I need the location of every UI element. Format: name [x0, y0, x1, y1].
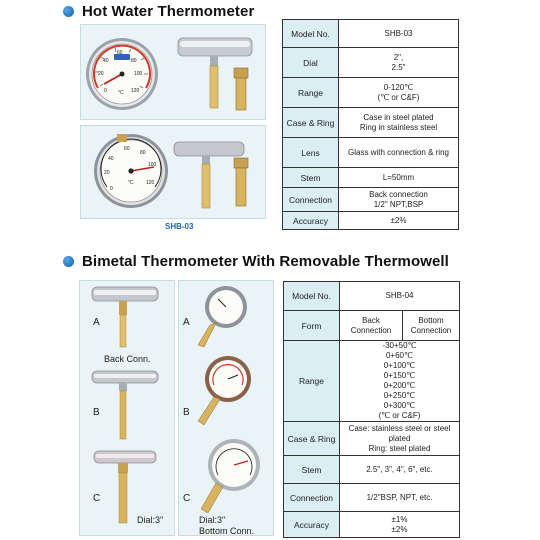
spec-value-lens: Glass with connection & ring — [339, 138, 459, 168]
spec-row-dial — [283, 48, 459, 78]
spec-row-stem — [283, 168, 459, 188]
gauge2-tick-5: 100 — [148, 162, 157, 168]
gauge1-tick-3: 60 — [117, 50, 123, 56]
spec-value-model: SHB-03 — [339, 20, 459, 48]
spec2-value-connection: 1/2"BSP, NPT, etc. — [340, 484, 460, 512]
spec-value-stem: L=50mm — [339, 168, 459, 188]
spec2-row-model — [284, 282, 460, 311]
right-letter-b: B — [183, 407, 190, 418]
spec2-label-stem: Stem — [284, 456, 340, 484]
bottom-conn-gauges-photo — [190, 285, 270, 517]
spec2-label-connection: Connection — [284, 484, 340, 512]
spec-label-model: Model No. — [283, 20, 339, 48]
spec2-row-range — [284, 341, 460, 422]
spec-row-connection — [283, 188, 459, 212]
spec2-row-form — [284, 311, 460, 341]
spec2-value-form-bottom: Bottom Connection — [403, 311, 460, 341]
gauge2-tick-2: 40 — [108, 156, 114, 162]
blue-bullet-icon — [63, 6, 74, 17]
spec2-row-case — [284, 422, 460, 456]
spec2-label-case: Case & Ring — [284, 422, 340, 456]
spec2-row-stem — [284, 456, 460, 484]
gauge2-unit: °C — [128, 180, 134, 186]
spec2-value-model: SHB-04 — [340, 282, 460, 311]
spec-table-shb04 — [283, 281, 460, 538]
spec-table-shb03 — [282, 19, 459, 230]
spec-label-lens: Lens — [283, 138, 339, 168]
section2-title: Bimetal Thermometer With Removable Thermowell — [82, 253, 449, 270]
gauge2-tick-0b: 0 — [110, 186, 113, 192]
spec-label-connection: Connection — [283, 188, 339, 212]
spec2-value-accuracy: ±1% ±2% — [340, 512, 460, 538]
spec2-label-accuracy: Accuracy — [284, 512, 340, 538]
spec-row-range — [283, 78, 459, 108]
gauge2-tick-4: 80 — [140, 150, 146, 156]
spec-label-dial: Dial — [283, 48, 339, 78]
spec2-label-range: Range — [284, 341, 340, 422]
section2-heading — [63, 253, 449, 270]
back-conn-caption: Back Conn. — [104, 354, 151, 364]
left-letter-c: C — [93, 493, 101, 504]
spec-value-range: 0-120℃ (℃ or C&F) — [339, 78, 459, 108]
gauge1-tick-5: 100 — [134, 71, 143, 77]
spec-label-accuracy: Accuracy — [283, 212, 339, 230]
gauge1-unit: °C — [118, 90, 124, 96]
spec-value-dial: 2", 2.5" — [339, 48, 459, 78]
right-letter-a: A — [183, 317, 190, 328]
left-dial-caption: Dial:3" — [137, 515, 164, 525]
gauge-dial-labels — [84, 36, 160, 112]
gauge2-tick-3: 60 — [124, 146, 130, 152]
gauge1-tick-6: 120 — [131, 88, 140, 94]
section1-heading — [63, 3, 254, 20]
gauge1-tick-2: 40 — [103, 58, 109, 64]
gauge1-tick-1: 20 — [98, 71, 104, 77]
spec-value-accuracy: ±2% — [339, 212, 459, 230]
spec-label-stem: Stem — [283, 168, 339, 188]
spec-value-connection: Back connection 1/2" NPT,BSP — [339, 188, 459, 212]
blue-bullet-icon-2 — [63, 256, 74, 267]
gauge-side-photo — [176, 36, 256, 116]
section1-title: Hot Water Thermometer — [82, 3, 255, 20]
spec-value-case: Case in steel plated Ring in stainless steel — [339, 108, 459, 138]
right-conn-caption: Bottom Conn. — [199, 526, 255, 536]
right-letter-c: C — [183, 493, 191, 504]
left-letter-a: A — [93, 317, 100, 328]
spec-row-case — [283, 108, 459, 138]
spec2-label-model: Model No. — [284, 282, 340, 311]
spec2-row-accuracy — [284, 512, 460, 538]
spec-label-range: Range — [283, 78, 339, 108]
spec2-value-stem: 2.5", 3", 4", 6", etc. — [340, 456, 460, 484]
spec2-row-connection — [284, 484, 460, 512]
spec2-value-range: -30+50℃ 0+60℃ 0+100℃ 0+150℃ 0+200℃ 0+250℃ 0+300℃ (℃ or C&F) — [340, 341, 460, 422]
spec2-value-form-back: Back Connection — [340, 311, 403, 341]
gauge1-tick-0: 0 — [104, 88, 107, 94]
spec-row-model — [283, 20, 459, 48]
gauge-dial-2-labels — [92, 132, 170, 210]
spec-row-lens — [283, 138, 459, 168]
right-dial-caption: Dial:3" — [199, 515, 226, 525]
spec-row-accuracy — [283, 212, 459, 230]
spec2-label-form: Form — [284, 311, 340, 341]
gauge2-tick-1: 20 — [104, 170, 110, 176]
gauge1-tick-4: 80 — [131, 58, 137, 64]
spec2-value-case: Case: stainless steel or steel plated Ring: steel plated — [340, 422, 460, 456]
spec-label-case: Case & Ring — [283, 108, 339, 138]
left-letter-b: B — [93, 407, 100, 418]
model-tag-shb03: SHB-03 — [165, 222, 194, 231]
gauge2-tick-6: 120 — [146, 180, 155, 186]
gauge-side-photo-2 — [172, 140, 256, 212]
